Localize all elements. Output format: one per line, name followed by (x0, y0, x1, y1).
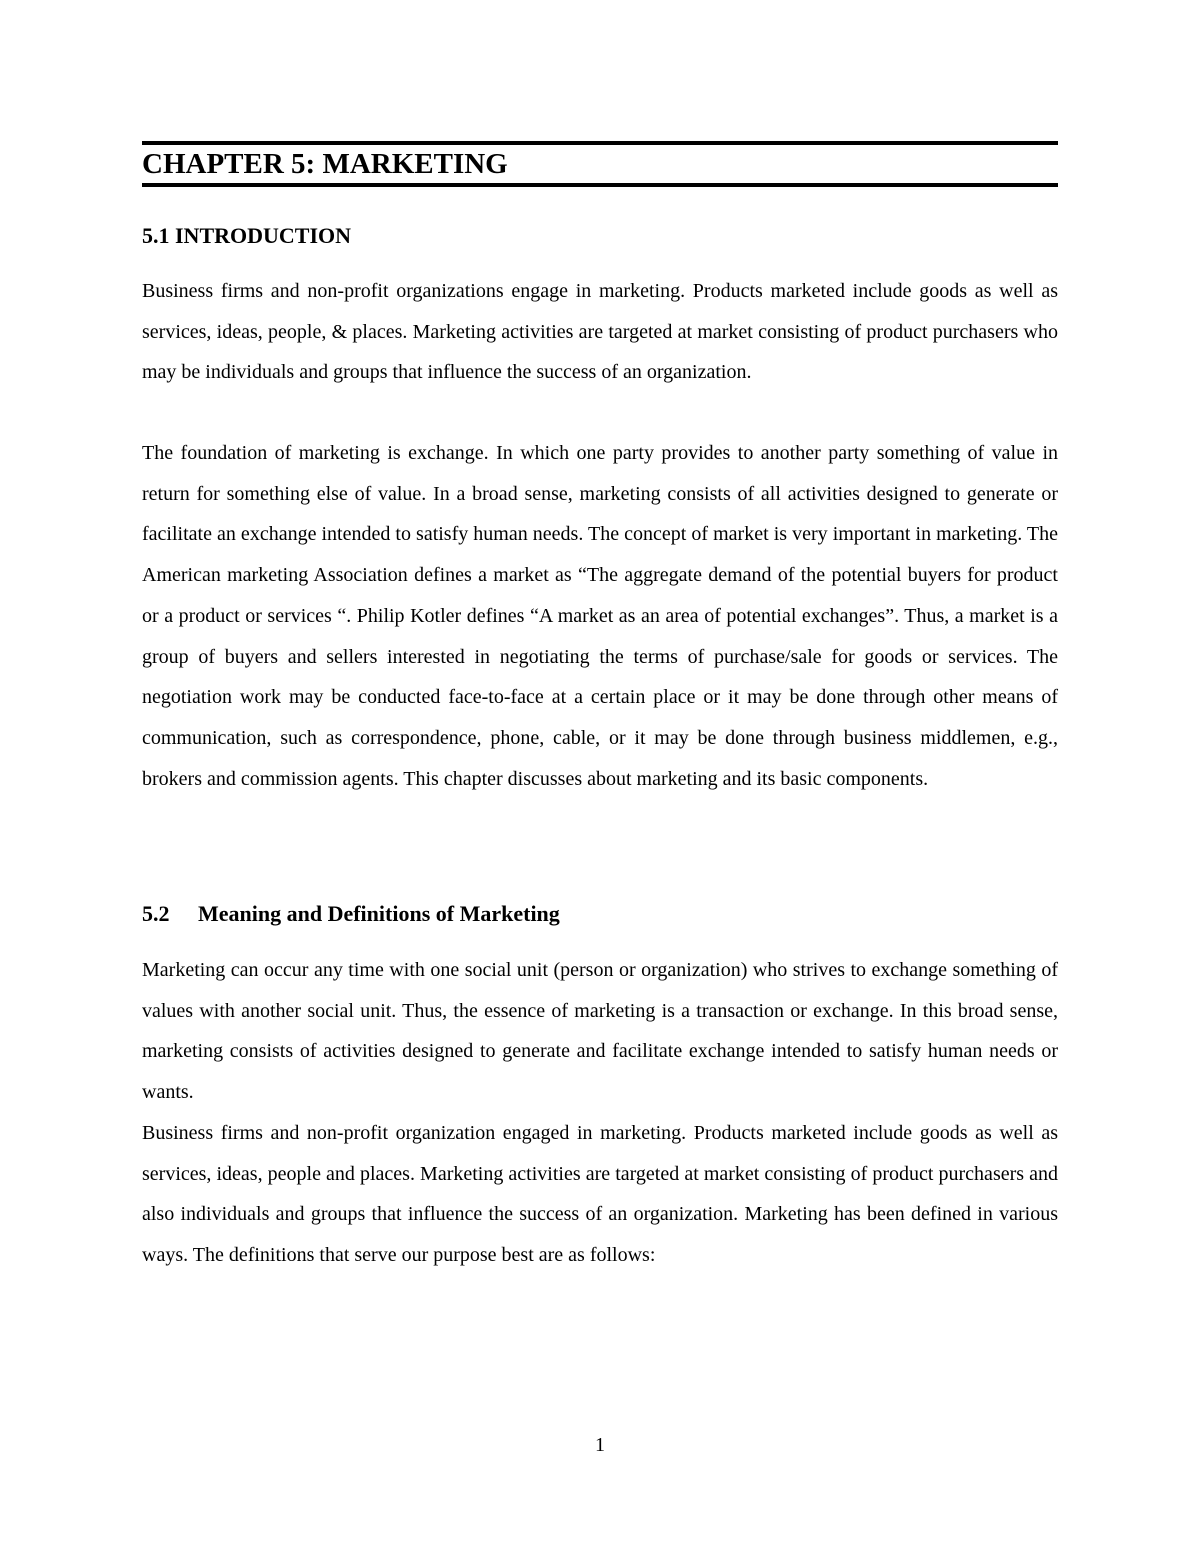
section-heading-introduction: 5.1 INTRODUCTION (142, 223, 352, 248)
intro-paragraph-1: Business firms and non-profit organizations engage in marketing. Products marketed include goods as well as services, ideas, people, & places. Marketing activities are targeted at market consisting of product purchasers who may be individuals and groups that influence the success of an organization. (142, 280, 1058, 384)
intro-paragraph-2: The foundation of marketing is exchange. In which one party provides to another party something of value in return for something else of value. In a broad sense, marketing consists of all activities designed to generate or facilitate an exchange intended to satisfy human needs. The concept of market is very important in marketing. The American marketing Association defines a market as “The aggregate demand of the potential buyers for product or a product or services “. Philip Kotler defines “A market as an area of potential exchanges”. Thus, a market is a group of buyers and sellers interested in negotiating the terms of purchase/sale for goods or services. The negotiation work may be conducted face-to-face at a certain place or it may be done through other means of communication, such as correspondence, phone, cable, or it may be done through business middlemen, e.g., brokers and commission agents. This chapter discusses about marketing and its basic components. (142, 442, 1058, 790)
meaning-paragraph-1: Marketing can occur any time with one social unit (person or organization) who strives to exchange something of values with another social unit. Thus, the essence of marketing is a transaction or exchange. In this broad sense, marketing consists of activities designed to generate and facilitate exchange intended to satisfy human needs or wants. (142, 959, 1058, 1104)
page-number: 1 (595, 1434, 605, 1456)
section-number: 5.2 (142, 901, 170, 926)
chapter-top-rule (142, 141, 1058, 145)
meaning-paragraph-2: Business firms and non-profit organization engaged in marketing. Products marketed include goods as well as services, ideas, people and places. Marketing activities are targeted at market consisting of product purchasers and also individuals and groups that influence the success of an organization. Marketing has been defined in various ways. The definitions that serve our purpose best are as follows: (142, 1122, 1058, 1267)
chapter-bottom-rule (142, 183, 1058, 187)
section-heading-meaning (142, 900, 560, 928)
chapter-title: CHAPTER 5: MARKETING (142, 148, 508, 180)
section-title: Meaning and Definitions of Marketing (198, 901, 560, 926)
